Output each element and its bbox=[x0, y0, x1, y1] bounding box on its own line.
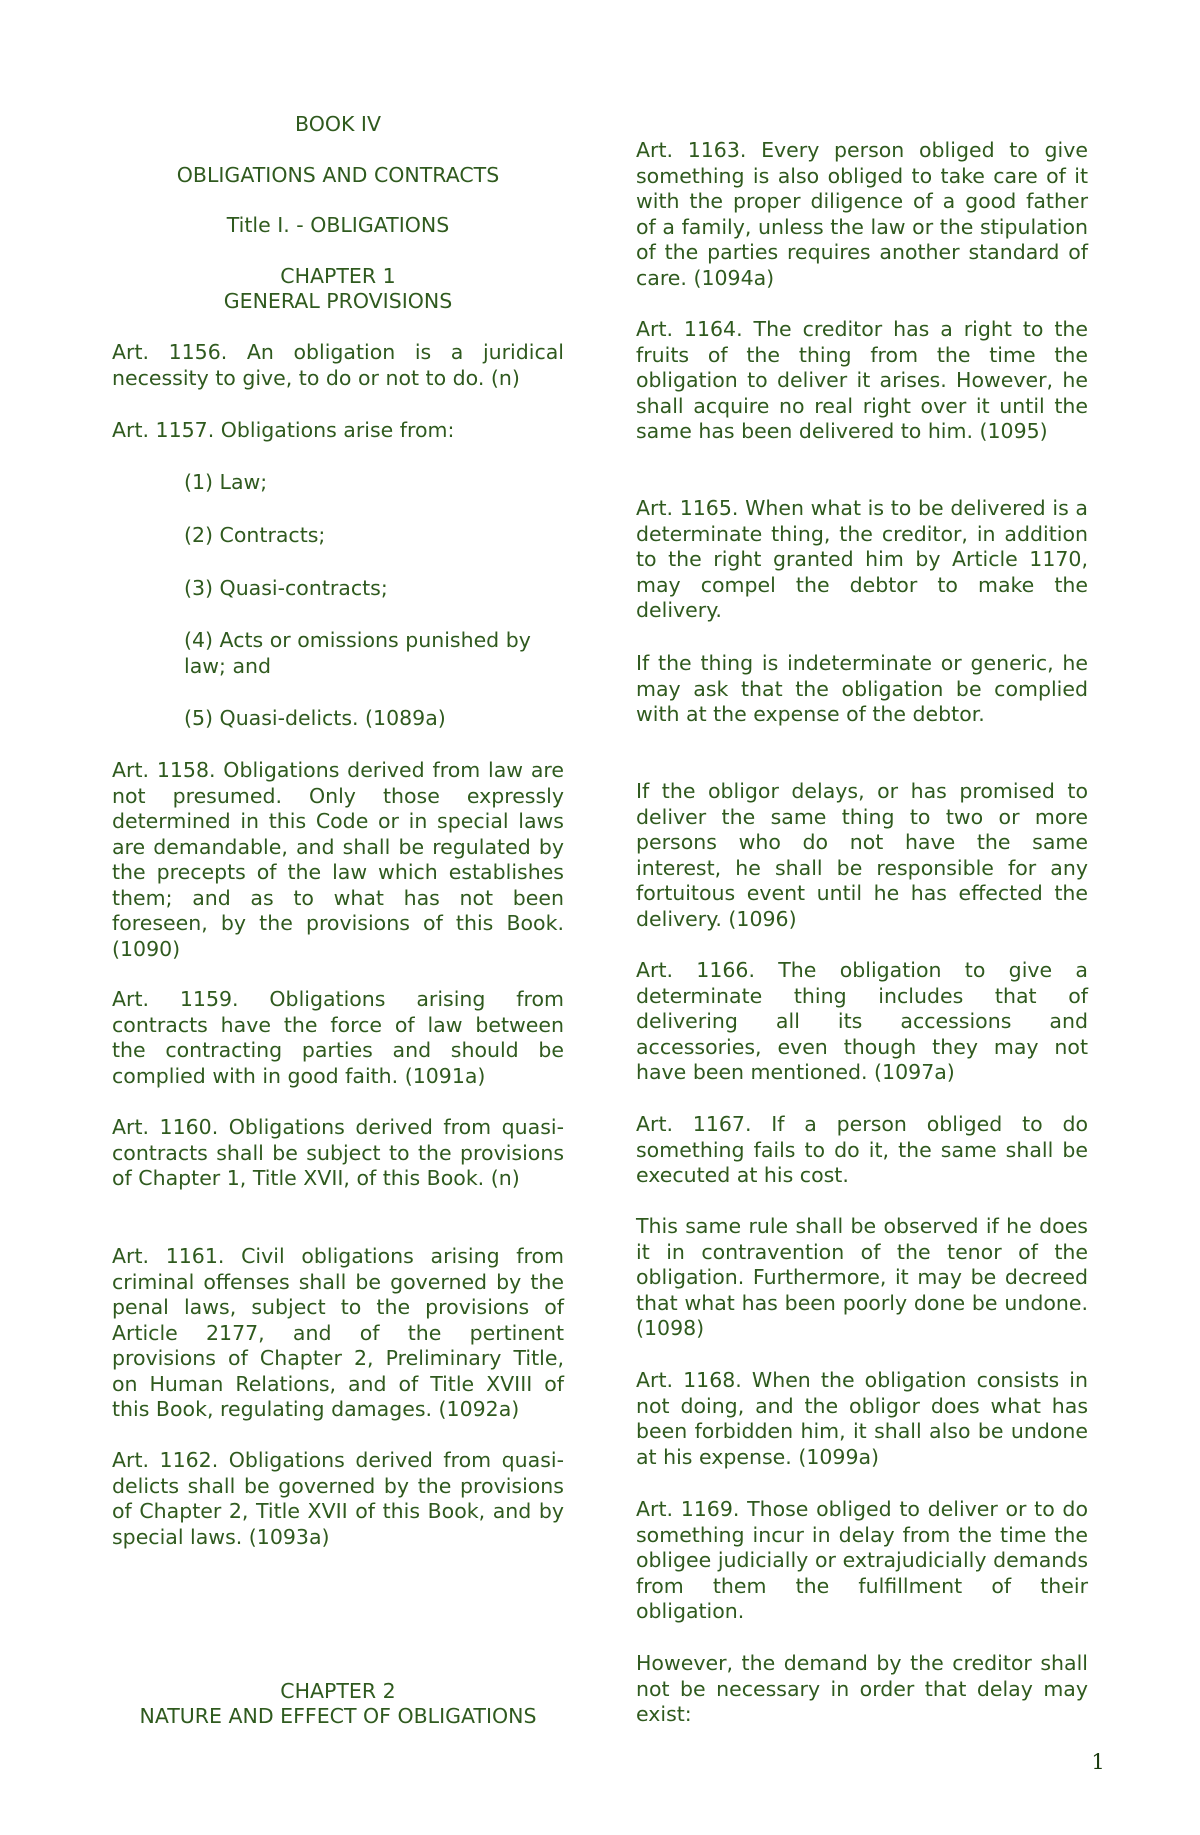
chapter-2-heading: CHAPTER 2 bbox=[280, 1679, 396, 1703]
article-1163: Art. 1163. Every person obliged to give something is also obliged to take care of it with the proper diligence of a good father of a family, unless the law or the stipulation of the parties requires another standard of care. (1094a) bbox=[636, 138, 1088, 290]
article-1165: Art. 1165. When what is to be delivered is a determinate thing, the creditor, in addition to the right granted him by Article 1170, may compel the debtor to make the delivery. bbox=[636, 496, 1088, 622]
article-1156: Art. 1156. An obligation is a juridical necessity to give, to do or not to do. (n) bbox=[112, 340, 564, 390]
source-item-quasi-contracts: (3) Quasi-contracts; bbox=[184, 576, 388, 600]
chapter-1-name: GENERAL PROVISIONS bbox=[223, 289, 453, 313]
article-1159: Art. 1159. Obligations arising from contracts have the force of law between the contracting parties and should be complied with in good faith. (1091a) bbox=[112, 987, 564, 1088]
article-1157: Art. 1157. Obligations arise from: bbox=[112, 418, 455, 442]
article-1160: Art. 1160. Obligations derived from quasi-contracts shall be subject to the provisions of Chapter 1, Title XVII, of this Book. (n) bbox=[112, 1115, 564, 1190]
article-1164: Art. 1164. The creditor has a right to the fruits of the thing from the time the obligation to deliver it arises. However, he shall acquire no real right over it until the same has been delivered to him. (1095) bbox=[636, 317, 1088, 443]
article-1169: Art. 1169. Those obliged to deliver or to do something incur in delay from the time the obligee judicially or extrajudicially demands from them the fulfillment of their obligation. bbox=[636, 1497, 1088, 1623]
article-1168: Art. 1168. When the obligation consists in not doing, and the obligor does what has been forbidden him, it shall also be undone at his expense. (1099a) bbox=[636, 1368, 1088, 1469]
book-heading: BOOK IV bbox=[294, 112, 381, 136]
source-item-contracts: (2) Contracts; bbox=[184, 523, 326, 547]
article-1169-paragraph-2: However, the demand by the creditor shall not be necessary in order that delay may exist: bbox=[636, 1651, 1088, 1726]
article-1161: Art. 1161. Civil obligations arising from criminal offenses shall be governed by the penal laws, subject to the provisions of Article 2177, and of the pertinent provisions of Chapter 2, Preliminary Title, on Human Relations, and of Title XVIII of this Book, regulating damages. (1092a) bbox=[112, 1244, 564, 1421]
article-1167: Art. 1167. If a person obliged to do something fails to do it, the same shall be executed at his cost. bbox=[636, 1112, 1088, 1187]
title-heading: Title I. - OBLIGATIONS bbox=[226, 213, 450, 237]
book-subtitle: OBLIGATIONS AND CONTRACTS bbox=[176, 163, 500, 187]
article-1158: Art. 1158. Obligations derived from law are not presumed. Only those expressly determined in this Code or in special laws are demandable, and shall be regulated by the precepts of the law which establishes them; and as to what has not been foreseen, by the provisions of this Book. (1090) bbox=[112, 758, 564, 961]
page-number: 1 bbox=[1091, 1750, 1105, 1774]
chapter-2-name: NATURE AND EFFECT OF OBLIGATIONS bbox=[139, 1704, 537, 1728]
source-item-acts-omissions: (4) Acts or omissions punished by law; and bbox=[184, 628, 531, 678]
article-1165-paragraph-2: If the thing is indeterminate or generic, he may ask that the obligation be complied with at the expense of the debtor. bbox=[636, 651, 1088, 726]
source-item-law: (1) Law; bbox=[184, 470, 268, 494]
article-1166: Art. 1166. The obligation to give a determinate thing includes that of delivering all its accessions and accessories, even though they may not have been mentioned. (1097a) bbox=[636, 958, 1088, 1084]
chapter-1-heading: CHAPTER 1 bbox=[280, 264, 396, 288]
source-item-quasi-delicts: (5) Quasi-delicts. (1089a) bbox=[184, 706, 446, 730]
article-1162: Art. 1162. Obligations derived from quasi-delicts shall be governed by the provisions of Chapter 2, Title XVII of this Book, and by special laws. (1093a) bbox=[112, 1448, 564, 1549]
article-1167-paragraph-2: This same rule shall be observed if he does it in contravention of the tenor of the obligation. Furthermore, it may be decreed that what has been poorly done be undone. (1098) bbox=[636, 1214, 1088, 1340]
article-1165-paragraph-3: If the obligor delays, or has promised to deliver the same thing to two or more persons who do not have the same interest, he shall be responsible for any fortuitous event until he has effected the delivery. (1096) bbox=[636, 779, 1088, 931]
